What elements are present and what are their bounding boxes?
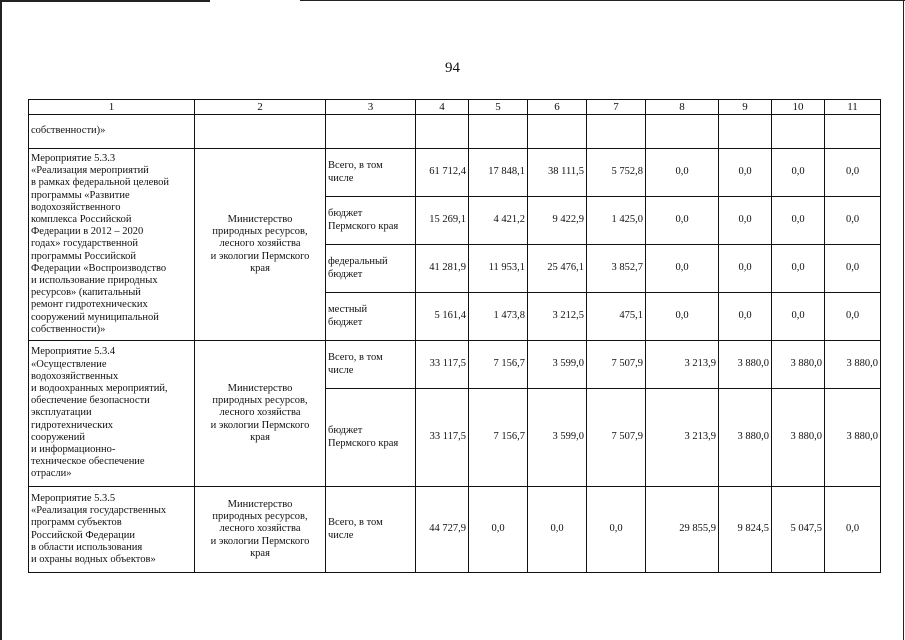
value-cell: 3 213,9 [646, 389, 719, 487]
column-header: 7 [587, 100, 646, 115]
value-cell: 7 507,9 [587, 341, 646, 389]
column-header: 1 [29, 100, 195, 115]
column-header: 3 [326, 100, 416, 115]
value-cell: 1 473,8 [469, 293, 528, 341]
value-cell: 3 880,0 [719, 341, 772, 389]
value-cell: 5 047,5 [772, 487, 825, 573]
value-cell: 0,0 [646, 245, 719, 293]
value-cell: 1 425,0 [587, 197, 646, 245]
budget-table [28, 99, 881, 573]
value-cell: 0,0 [469, 487, 528, 573]
ministry-cell: Министерство природных ресурсов, лесного хозяйства и экологии Пермского края [195, 149, 326, 341]
value-cell: 0,0 [719, 149, 772, 197]
continuation-row [29, 115, 881, 149]
value-cell: 7 156,7 [469, 389, 528, 487]
value-cell: 3 599,0 [528, 341, 587, 389]
value-cell: 7 507,9 [587, 389, 646, 487]
value-cell: 4 421,2 [469, 197, 528, 245]
value-cell: 5 752,8 [587, 149, 646, 197]
value-cell: 3 852,7 [587, 245, 646, 293]
value-cell: 17 848,1 [469, 149, 528, 197]
column-header: 10 [772, 100, 825, 115]
value-cell: 0,0 [719, 245, 772, 293]
column-header: 8 [646, 100, 719, 115]
column-header: 11 [825, 100, 881, 115]
column-header: 6 [528, 100, 587, 115]
value-cell: 3 880,0 [825, 389, 881, 487]
value-cell: 11 953,1 [469, 245, 528, 293]
value-cell: 0,0 [772, 293, 825, 341]
table-row [29, 149, 881, 197]
activity-cell: Мероприятие 5.3.3 «Реализация мероприятий в рамках федеральной целевой программы «Развитие водохозяйственного комплекса Российской Федерации в 2012 – 2020 годах» государственной программы Российской Федерации «Воспроизводство и использование природных ресурсов» (капитальный ремонт гидротехнических сооружений муниципальной собственности)» [29, 149, 195, 341]
column-header: 9 [719, 100, 772, 115]
value-cell: 0,0 [825, 197, 881, 245]
value-cell: 3 212,5 [528, 293, 587, 341]
value-cell: 38 111,5 [528, 149, 587, 197]
page-number: 94 [445, 60, 460, 76]
value-cell: 0,0 [646, 197, 719, 245]
value-cell: 0,0 [528, 487, 587, 573]
value-cell: 33 117,5 [416, 341, 469, 389]
value-cell: 3 213,9 [646, 341, 719, 389]
value-cell: 0,0 [825, 245, 881, 293]
scan-border-right [903, 0, 904, 640]
value-cell: 0,0 [646, 149, 719, 197]
value-cell: 9 824,5 [719, 487, 772, 573]
column-header: 2 [195, 100, 326, 115]
scan-border-top-right [300, 0, 905, 1]
funding-source-cell: Всего, в том числе [326, 487, 416, 573]
value-cell: 0,0 [587, 487, 646, 573]
value-cell: 29 855,9 [646, 487, 719, 573]
value-cell: 25 476,1 [528, 245, 587, 293]
continuation-cell: собственности)» [29, 115, 195, 149]
activity-cell: Мероприятие 5.3.5 «Реализация государственных программ субъектов Российской Федерации в области использования и охраны водных объектов» [29, 487, 195, 573]
funding-source-cell: Всего, в том числе [326, 149, 416, 197]
column-header: 5 [469, 100, 528, 115]
activity-cell: Мероприятие 5.3.4 «Осуществление водохозяйственных и водоохранных мероприятий, обеспечение безопасности эксплуатации гидротехнических сооружений и информационно- техническое обеспечение отрасли» [29, 341, 195, 487]
value-cell: 3 880,0 [719, 389, 772, 487]
value-cell: 41 281,9 [416, 245, 469, 293]
value-cell: 0,0 [772, 149, 825, 197]
value-cell: 0,0 [825, 149, 881, 197]
scan-border-top-left [0, 0, 210, 2]
value-cell: 0,0 [772, 245, 825, 293]
value-cell: 0,0 [825, 487, 881, 573]
funding-source-cell: федеральный бюджет [326, 245, 416, 293]
value-cell: 3 599,0 [528, 389, 587, 487]
value-cell: 9 422,9 [528, 197, 587, 245]
value-cell: 7 156,7 [469, 341, 528, 389]
value-cell: 3 880,0 [772, 389, 825, 487]
funding-source-cell: бюджет Пермского края [326, 197, 416, 245]
value-cell: 5 161,4 [416, 293, 469, 341]
ministry-cell: Министерство природных ресурсов, лесного хозяйства и экологии Пермского края [195, 341, 326, 487]
scan-border-left [0, 0, 2, 640]
value-cell: 44 727,9 [416, 487, 469, 573]
value-cell: 0,0 [825, 293, 881, 341]
funding-source-cell: местный бюджет [326, 293, 416, 341]
value-cell: 475,1 [587, 293, 646, 341]
table-row [29, 341, 881, 389]
value-cell: 3 880,0 [772, 341, 825, 389]
funding-source-cell: бюджет Пермского края [326, 389, 416, 487]
value-cell: 15 269,1 [416, 197, 469, 245]
value-cell: 3 880,0 [825, 341, 881, 389]
column-header-row [29, 100, 881, 115]
funding-source-cell: Всего, в том числе [326, 341, 416, 389]
table-row [29, 487, 881, 573]
ministry-cell: Министерство природных ресурсов, лесного хозяйства и экологии Пермского края [195, 487, 326, 573]
column-header: 4 [416, 100, 469, 115]
value-cell: 0,0 [646, 293, 719, 341]
value-cell: 33 117,5 [416, 389, 469, 487]
value-cell: 61 712,4 [416, 149, 469, 197]
value-cell: 0,0 [772, 197, 825, 245]
value-cell: 0,0 [719, 197, 772, 245]
value-cell: 0,0 [719, 293, 772, 341]
